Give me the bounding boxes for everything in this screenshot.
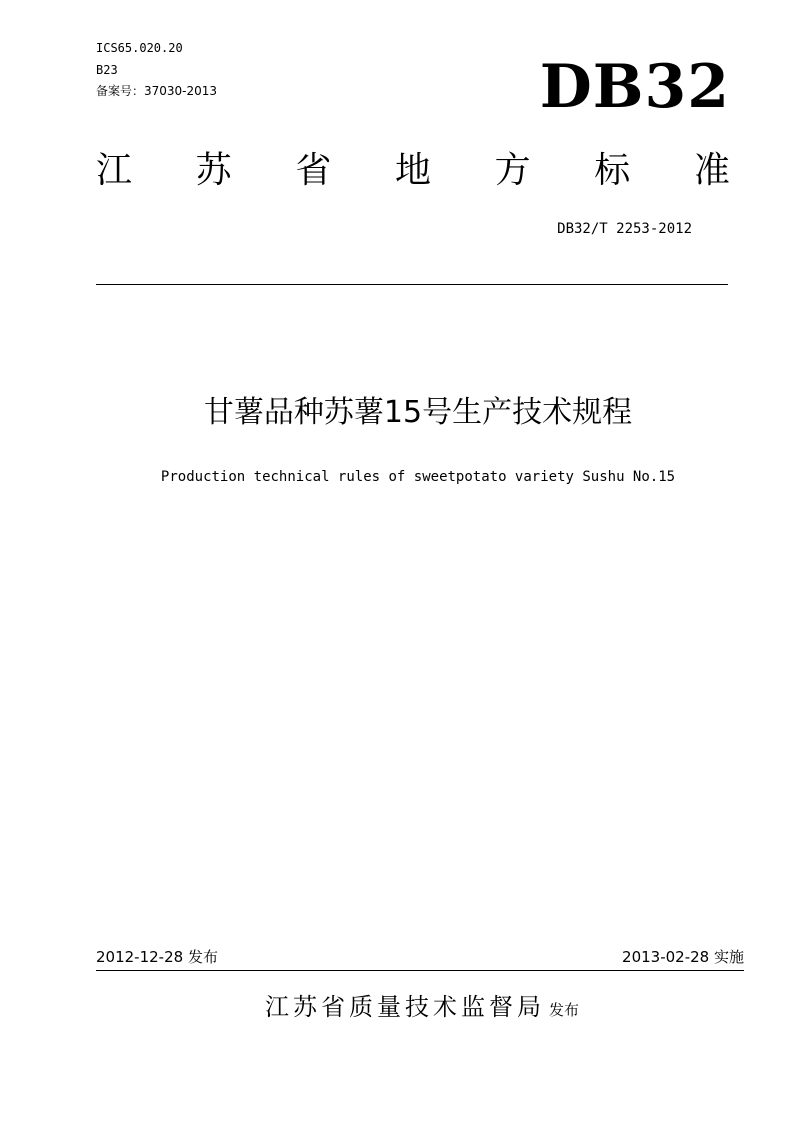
classification-code: B23	[96, 63, 118, 77]
category-char: 地	[394, 150, 431, 191]
category-char: 方	[494, 150, 531, 191]
issuer	[0, 990, 800, 1027]
document-subtitle: Production technical rules of sweetpotato variety Sushu No.15	[160, 469, 676, 485]
implement-date: 2013-02-28 实施	[622, 948, 744, 966]
ics-code: ICS65.020.20	[96, 41, 183, 55]
category-char: 省	[295, 150, 332, 191]
category-char: 标	[594, 150, 631, 191]
issuer-suffix: 发布	[548, 1001, 579, 1019]
category-char: 准	[693, 150, 730, 191]
category-char: 苏	[195, 150, 232, 191]
category-char: 江	[96, 150, 133, 191]
document-title: 甘薯品种苏薯15号生产技术规程	[203, 395, 633, 430]
record-number: 备案号：37030-2013	[96, 84, 218, 98]
header-divider	[96, 284, 728, 285]
issuer-name: 江苏省质量技术监督局	[264, 993, 545, 1021]
standard-number: DB32/T 2253-2012	[557, 221, 692, 237]
db32-logo: DB32	[539, 52, 730, 122]
standard-category-title	[96, 146, 730, 196]
footer-divider	[96, 970, 744, 971]
publish-date: 2012-12-28 发布	[96, 948, 218, 966]
